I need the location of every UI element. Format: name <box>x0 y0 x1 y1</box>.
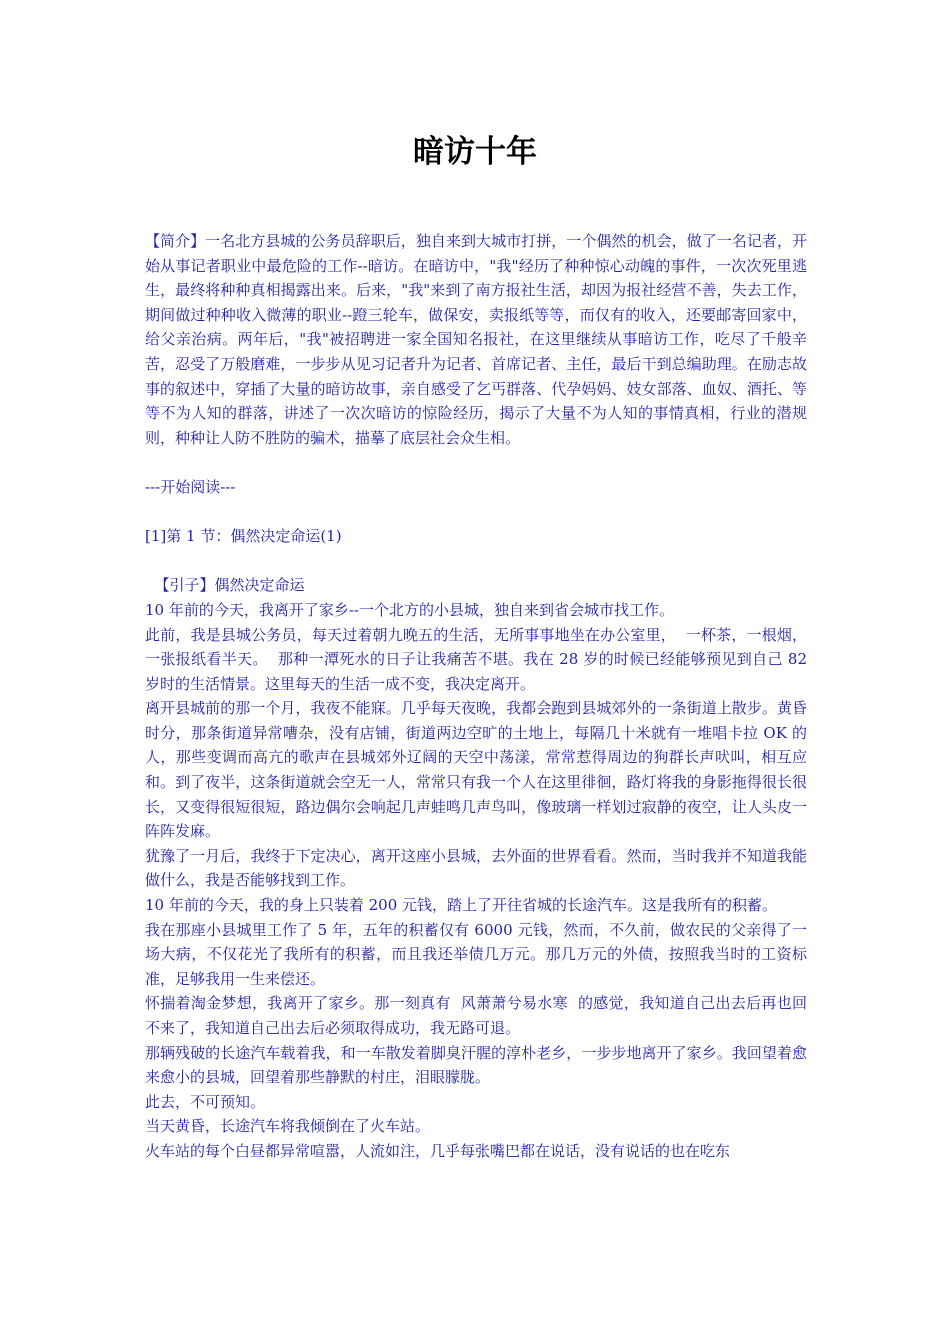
document-title: 暗访十年 <box>413 134 537 170</box>
document-body <box>145 229 812 1164</box>
prologue-heading: 【引子】偶然决定命运 <box>145 576 305 595</box>
body-paragraph: 我在那座小县城里工作了 5 年，五年的积蓄仅有 6000 元钱，然而，不久前，做农民的父亲得了一场大病，不仅花光了我所有的积蓄，而且我还举债几万元。那几万元的外债，按照我当时的工资标准，足够我用一生来偿还。 <box>145 920 807 988</box>
body-paragraph: 10 年前的今天，我的身上只装着 200 元钱，踏上了开往省城的长途汽车。这是我所有的积蓄。 <box>145 896 778 915</box>
blank-line <box>145 500 807 525</box>
body-paragraph: 当天黄昏，长途汽车将我倾倒在了火车站。 <box>145 1117 431 1136</box>
body-paragraph: 那辆残破的长途汽车载着我，和一车散发着脚臭汗腥的淳朴老乡，一步步地离开了家乡。我回望着愈来愈小的县城，回望着那些静默的村庄，泪眼朦胧。 <box>145 1043 807 1087</box>
blank-line <box>145 549 807 574</box>
body-paragraph: 犹豫了一月后，我终于下定决心，离开这座小县城，去外面的世界看看。然而，当时我并不知道我能做什么，我是否能够找到工作。 <box>145 846 807 890</box>
body-paragraph: 此前，我是县城公务员，每天过着朝九晚五的生活，无所事事地坐在办公室里， 一杯茶，一根烟，一张报纸看半天。 那种一潭死水的日子让我痛苦不堪。我在 28 岁的时候已经能够预见到自己 82 岁时的生活情景。这里每天的生活一成不变，我决定离开。 <box>145 625 812 693</box>
body-paragraph: 火车站的每个白昼都异常喧嚣，人流如注，几乎每张嘴巴都在说话，没有说话的也在吃东 <box>145 1141 731 1160</box>
section-title: [1]第 1 节：偶然决定命运(1) <box>145 527 342 546</box>
body-paragraph: 此去，不可预知。 <box>145 1092 266 1111</box>
start-reading-marker: ---开始阅读--- <box>145 477 236 496</box>
blank-line <box>145 450 807 475</box>
body-paragraph: 10 年前的今天，我离开了家乡--一个北方的小县城，独自来到省会城市找工作。 <box>145 600 674 619</box>
intro-paragraph: 【简介】一名北方县城的公务员辞职后，独自来到大城市打拼，一个偶然的机会，做了一名记者，开始从事记者职业中最危险的工作--暗访。在暗访中，"我"经历了种种惊心动魄的事件，一次次死里逃生，最终将种种真相揭露出来。后来，"我"来到了南方报社生活，却因为报社经营不善，失去工作，期间做过种种收入微薄的职业--蹬三轮车，做保安，卖报纸等等，而仅有的收入，还要邮寄回家中，给父亲治病。两年后，"我"被招聘进一家全国知名报社，在这里继续从事暗访工作，吃尽了千般辛苦，忍受了万般磨难，一步步从见习记者升为记者、首席记者、主任，最后干到总编助理。在励志故事的叙述中，穿插了大量的暗访故事，亲自感受了乞丐群落、代孕妈妈、妓女部落、血奴、酒托、等等不为人知的群落，讲述了一次次暗访的惊险经历，揭示了大量不为人知的事情真相，行业的潜规则，种种让人防不胜防的骗术，描摹了底层社会众生相。 <box>145 232 807 447</box>
body-paragraph: 离开县城前的那一个月，我夜不能寐。几乎每天夜晚，我都会跑到县城郊外的一条街道上散步。黄昏时分，那条街道异常嘈杂，没有店铺，街道两边空旷的土地上，每隔几十米就有一堆唱卡拉 OK 的人，那些变调而高亢的歌声在县城郊外辽阔的天空中荡漾，常常惹得周边的狗群长声吠叫，相互应和。到了夜半，这条街道就会空无一人，常常只有我一个人在这里徘徊，路灯将我的身影拖得很长很长，又变得很短很短，路边偶尔会响起几声蛙鸣几声鸟叫，像玻璃一样划过寂静的夜空，让人头皮一阵阵发麻。 <box>145 699 807 841</box>
body-paragraph: 怀揣着淘金梦想，我离开了家乡。那一刻真有 风萧萧兮易水寒 的感觉，我知道自己出去后再也回不来了，我知道自己出去后必须取得成功，我无路可退。 <box>145 994 807 1037</box>
